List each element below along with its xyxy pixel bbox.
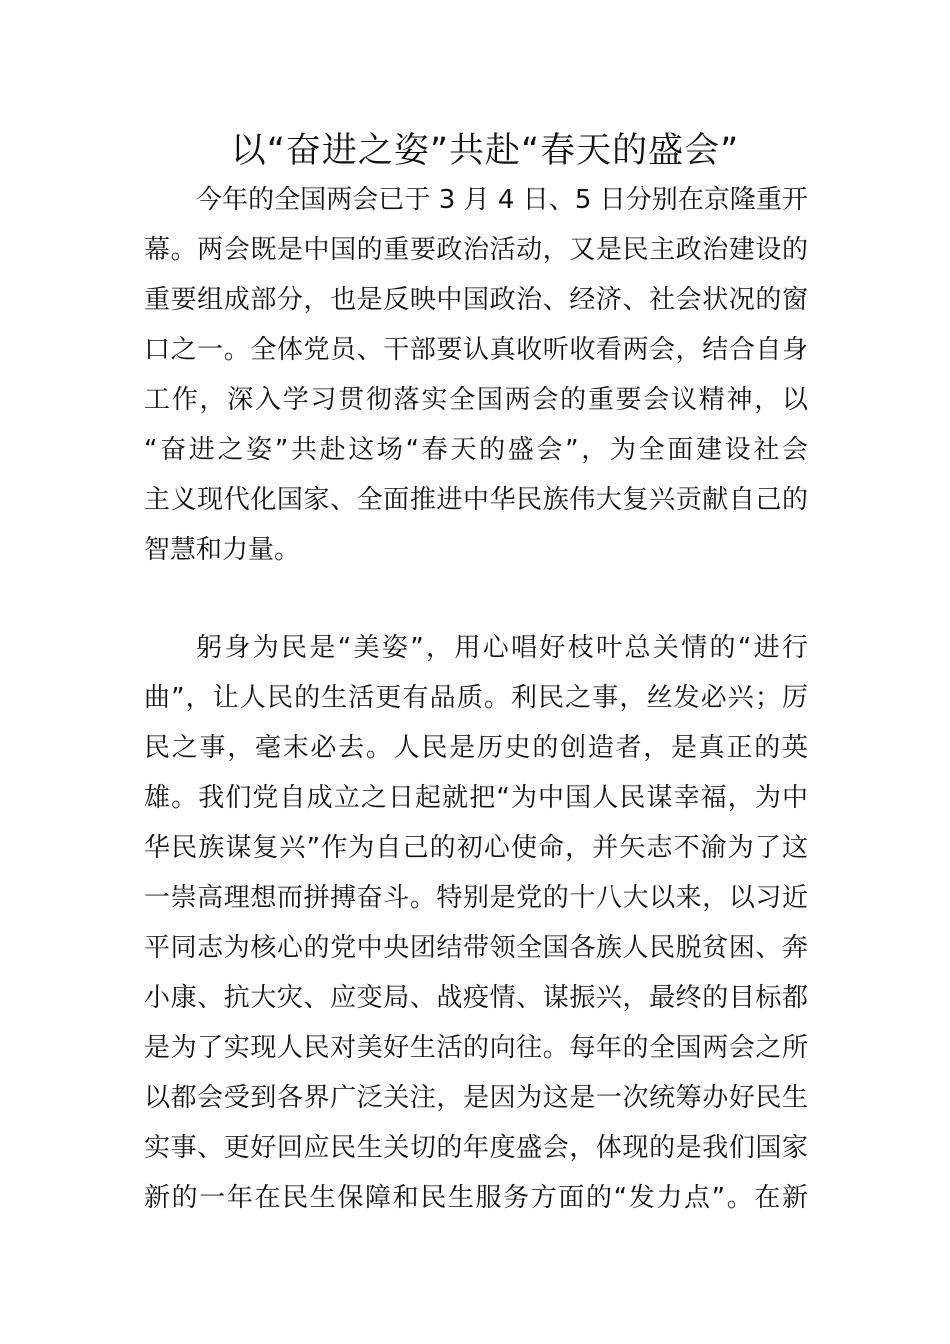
paragraph-line: 今年的全国两会已于 3 月 4 日、5 日分别在京隆重开: [196, 185, 808, 215]
paragraph-line: 工作，深入学习贯彻落实全国两会的重要会议精神，以: [144, 385, 808, 415]
paragraph-line: 以都会受到各界广泛关注，是因为这是一次统筹办好民生: [144, 1083, 808, 1113]
paragraph-line: 雄。我们党自成立之日起就把“为中国人民谋幸福，为中: [144, 783, 808, 813]
paragraph-line: 幕。两会既是中国的重要政治活动，又是民主政治建设的: [144, 235, 808, 265]
paragraph-line: 小康、抗大灾、应变局、战疫情、谋振兴，最终的目标都: [144, 983, 808, 1013]
paragraph-line: 新的一年在民生保障和民生服务方面的“发力点”。在新: [144, 1183, 808, 1213]
paragraph-line: 曲”，让人民的生活更有品质。利民之事，丝发必兴；厉: [144, 683, 808, 713]
paragraph-1: [144, 175, 808, 575]
paragraph-line: 平同志为核心的党中央团结带领全国各族人民脱贫困、奔: [144, 933, 808, 963]
paragraph-line: “奋进之姿”共赴这场“春天的盛会”，为全面建设社会: [144, 435, 808, 465]
paragraph-line: 华民族谋复兴”作为自己的初心使命，并矢志不渝为了这: [144, 833, 808, 863]
paragraph-line: 躬身为民是“美姿”，用心唱好枝叶总关情的“进行: [196, 633, 808, 663]
paragraph-2: [144, 623, 808, 1223]
paragraph-line: 智慧和力量。: [144, 535, 301, 565]
paragraph-line: 口之一。全体党员、干部要认真收听收看两会，结合自身: [144, 335, 808, 365]
paragraph-line: 是为了实现人民对美好生活的向往。每年的全国两会之所: [144, 1033, 808, 1063]
paragraph-line: 重要组成部分，也是反映中国政治、经济、社会状况的窗: [144, 285, 808, 315]
document-title: 以“奋进之姿”共赴“春天的盛会”: [230, 131, 740, 171]
paragraph-line: 民之事，毫末必去。人民是历史的创造者，是真正的英: [144, 733, 808, 763]
paragraph-line: 实事、更好回应民生关切的年度盛会，体现的是我们国家: [144, 1133, 808, 1163]
paragraph-line: 一崇高理想而拼搏奋斗。特别是党的十八大以来，以习近: [144, 883, 808, 913]
paragraph-line: 主义现代化国家、全面推进中华民族伟大复兴贡献自己的: [144, 485, 808, 515]
